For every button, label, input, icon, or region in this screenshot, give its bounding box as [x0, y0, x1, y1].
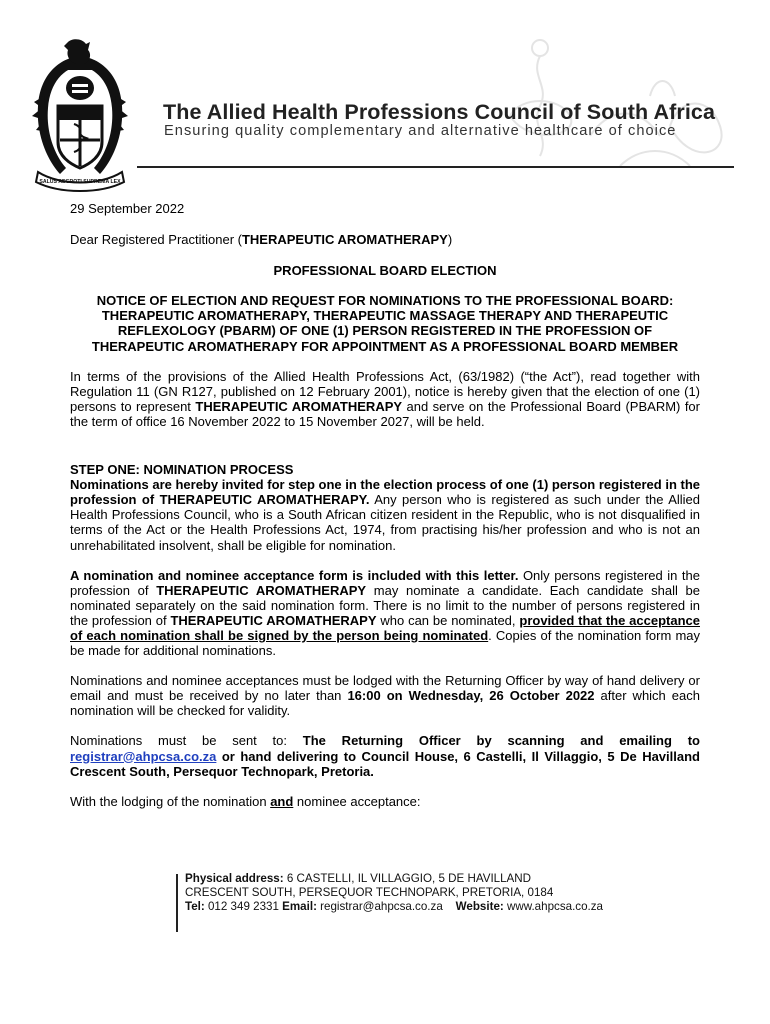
p3-deadline: 16:00 on Wednesday, 26 October 2022: [347, 688, 595, 704]
nomination-invitation-paragraph: [70, 477, 700, 552]
footer-address-line1: [185, 872, 715, 886]
footer-email[interactable]: registrar@ahpcsa.co.za: [316, 900, 443, 913]
council-crest-logo: [30, 36, 130, 194]
tel-label: Tel:: [185, 900, 205, 913]
deadline-paragraph: [70, 673, 700, 718]
letter-body: [70, 201, 700, 809]
tel-number: 012 349 2331: [204, 900, 283, 913]
submission-paragraph: [70, 733, 700, 778]
p4-text-b: The Returning Officer by scanning and emailing to: [302, 733, 700, 749]
footer-contact: [177, 872, 715, 914]
p3-text-c: after which each nomination will be checked for validity.: [70, 688, 700, 719]
registrar-email-link[interactable]: registrar@ahpcsa.co.za: [70, 748, 217, 764]
address-label: Physical address:: [185, 872, 284, 885]
salutation: [70, 232, 700, 247]
p2-profession-1: THERAPEUTIC AROMATHERAPY: [156, 582, 367, 598]
footer-contact-line: [185, 900, 715, 914]
p4-text-c: or hand delivering to Council House, 6 Castelli, Il Villaggio, 5 De Havilland Crescent South, Persequor Technopark, Pretoria.: [70, 748, 700, 779]
letter-title: PROFESSIONAL BOARD ELECTION: [273, 263, 497, 279]
salutation-suffix: ): [447, 232, 453, 248]
p5-text-c: nominee acceptance:: [293, 793, 421, 809]
notice-title: NOTICE OF ELECTION AND REQUEST FOR NOMINATIONS TO THE PROFESSIONAL BOARD: THERAPEUTIC AROMATHERAPY, THERAPEUTIC MASSAGE THERAPY AND THERAPEUTIC REFLEXOLOGY (PBARM) OF ONE (1) PERSON REGISTERED IN THE PROFESSION OF THERAPEUTIC AROMATHERAPY FOR APPOINTMENT AS A PROFESSIONAL BOARD MEMBER: [91, 293, 679, 354]
address-line1: 6 CASTELLI, IL VILLAGGIO, 5 DE HAVILLAND: [283, 872, 532, 885]
p1-bold: Nominations are hereby invited for step one in the election process of one (1) person registered in the profession of THERAPEUTIC AROMATHERAPY.: [70, 477, 700, 508]
organisation-name: The Allied Health Professions Council of South Africa: [163, 100, 716, 124]
crest-motto: SALUS AEGROTI SUPREMA LEX: [39, 179, 121, 185]
step-one-heading: STEP ONE: NOMINATION PROCESS: [70, 462, 294, 478]
p4-text-a: Nominations must be sent to:: [70, 733, 303, 749]
p2-bold: A nomination and nominee acceptance form is included with this letter.: [70, 567, 519, 583]
intro-profession: THERAPEUTIC AROMATHERAPY: [195, 398, 403, 414]
p5-text-a: With the lodging of the nomination: [70, 793, 271, 809]
p2-signature-condition: provided that the acceptance of each nomination shall be signed by the person being nominated: [70, 612, 700, 643]
header-divider: [137, 166, 734, 168]
p5-and: and: [270, 793, 294, 809]
organisation-tagline: Ensuring quality complementary and alternative healthcare of choice: [164, 123, 677, 139]
salutation-prefix: Dear Registered Practitioner (: [70, 232, 242, 248]
letter-date: 29 September 2022: [70, 201, 185, 216]
email-label: Email:: [282, 900, 317, 913]
intro-text-c: and serve on the Professional Board (PBARM) for the term of office 16 November 2022 to 15 November 2027, will be held.: [70, 398, 700, 429]
lodging-paragraph: [70, 794, 700, 809]
intro-paragraph: [70, 369, 700, 429]
p2-text-a: Only persons registered in the profession of: [70, 567, 700, 598]
p3-text-a: Nominations and nominee acceptances must be lodged with the Returning Officer by way of hand delivery or email and must be received by no later than: [70, 673, 700, 704]
footer-address-line2: CRESCENT SOUTH, PERSEQUOR TECHNOPARK, PRETORIA, 0184: [185, 886, 554, 899]
p2-text-g: . Copies of the nomination form may be made for additional nominations.: [70, 627, 700, 659]
p2-profession-2: THERAPEUTIC AROMATHERAPY: [170, 612, 377, 628]
p2-text-c: may nominate a candidate. Each candidate shall be nominated separately on the said nomination form. There is no limit to the number of persons registered in the profession of: [70, 582, 700, 628]
nomination-form-paragraph: [70, 568, 700, 659]
intro-text-a: In terms of the provisions of the Allied Health Professions Act, (63/1982) (“the Act”), read together with Regulation 11 (GN R127, published on 12 February 2001), notice is hereby given that the election of one (1) persons to represent: [70, 368, 700, 414]
salutation-profession: THERAPEUTIC AROMATHERAPY: [241, 232, 448, 248]
p1-rest: Any person who is registered as such under the Allied Health Professions Council, who is a South African citizen resident in the Republic, who is not disqualified in terms of the Act or the Health Professions Act, 1974, from practising his/her profession and who is not an unrehabilitated insolvent, shall be eligible for nomination.: [70, 492, 700, 553]
website-label: Website:: [455, 900, 504, 913]
footer-website[interactable]: www.ahpcsa.co.za: [503, 900, 604, 913]
p2-text-e: who can be nominated,: [376, 612, 520, 628]
